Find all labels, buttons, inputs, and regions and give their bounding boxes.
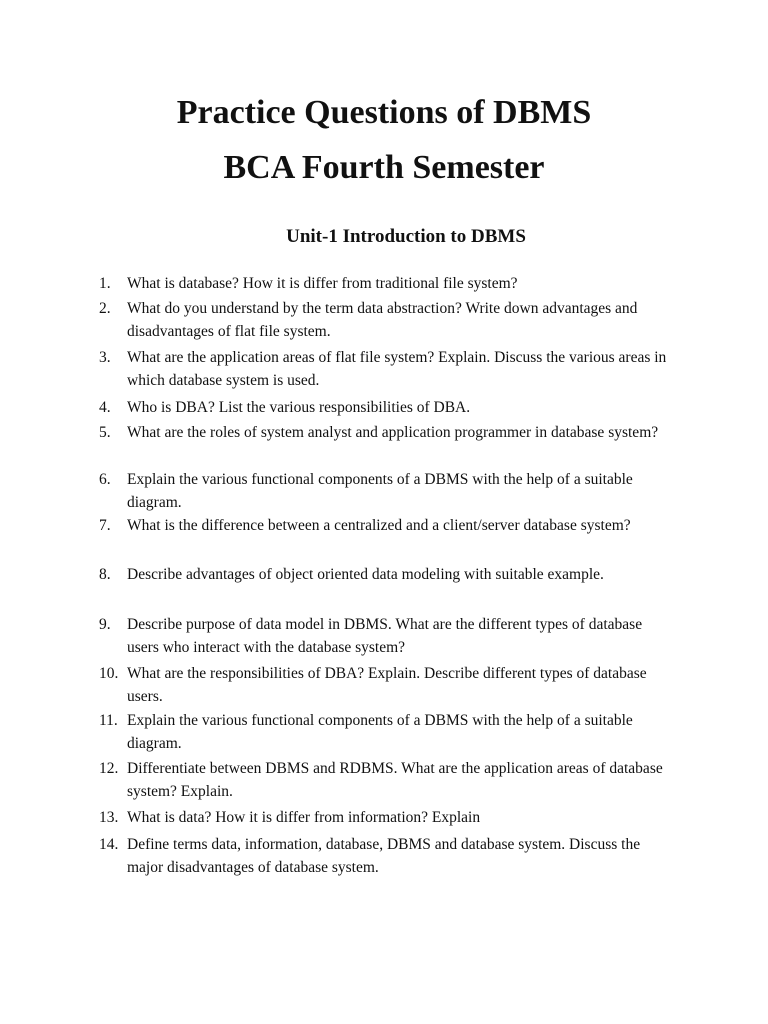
question-number: 6. [99,471,111,488]
question-number: 10. [99,665,119,682]
question-number: 13. [99,809,119,826]
question-number: 7. [99,517,111,534]
question-number: 5. [99,424,111,441]
question-number: 2. [99,300,111,317]
question-number: 4. [99,399,111,416]
question-number: 14. [99,836,119,853]
question-text: What are the roles of system analyst and application programmer in database system? [127,424,659,441]
question-text: Differentiate between DBMS and RDBMS. What are the application areas of database system? Explain. [127,760,663,800]
document-title: Practice Questions of DBMS [176,94,592,131]
unit-heading: Unit-1 Introduction to DBMS [286,226,526,247]
question-number: 8. [99,566,111,583]
question-text: What are the responsibilities of DBA? Explain. Describe different types of database users. [127,665,647,705]
question-text: Define terms data, information, database, DBMS and database system. Discuss the major disadvantages of database system. [127,836,641,876]
question-text: Explain the various functional components of a DBMS with the help of a suitable diagram. [127,712,633,752]
question-text: What is the difference between a centralized and a client/server database system? [127,517,631,534]
question-number: 11. [99,712,118,729]
question-number: 1. [99,275,111,292]
question-text: What do you understand by the term data abstraction? Write down advantages and disadvantages of flat file system. [127,300,638,340]
question-number: 9. [99,616,111,633]
question-text: What is database? How it is differ from traditional file system? [127,275,518,292]
question-text: Describe purpose of data model in DBMS. What are the different types of database users who interact with the database system? [127,616,643,656]
question-text: What are the application areas of flat file system? Explain. Discuss the various areas in which database system is used. [127,349,667,389]
question-text: Describe advantages of object oriented data modeling with suitable example. [127,566,604,583]
question-text: What is data? How it is differ from information? Explain [127,809,481,826]
question-text: Who is DBA? List the various responsibilities of DBA. [127,399,471,416]
question-number: 3. [99,349,111,366]
question-number: 12. [99,760,119,777]
document-subtitle: BCA Fourth Semester [223,149,545,186]
question-text: Explain the various functional components of a DBMS with the help of a suitable diagram. [127,471,633,511]
